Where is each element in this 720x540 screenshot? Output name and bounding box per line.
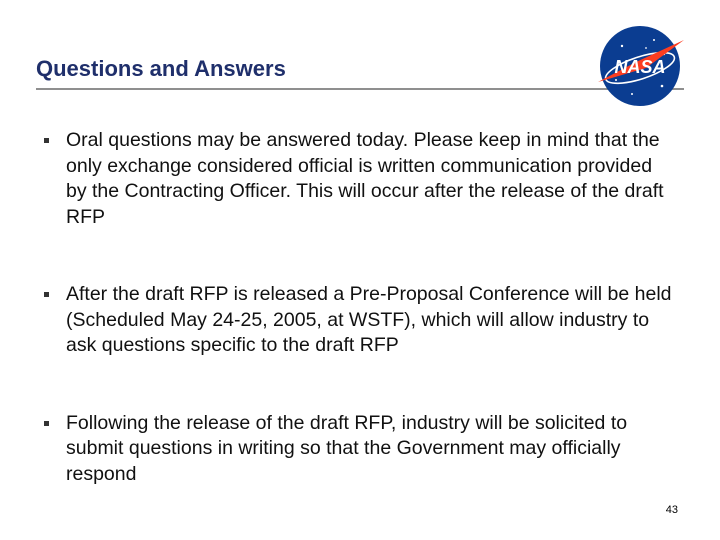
bullet-text: Following the release of the draft RFP, industry will be solicited to submit questions in writing so that the Government may officially respond	[66, 411, 628, 485]
logo-wordmark: NASA	[614, 57, 666, 77]
bullet-text: Oral questions may be answered today. Please keep in mind that the only exchange considered official is written communication provided by the Contracting Officer. This will occur after the release of the draft RFP	[66, 129, 664, 228]
page-number: 43	[665, 504, 678, 516]
square-bullet-icon	[44, 138, 49, 143]
nasa-logo	[592, 24, 688, 108]
slide-title: Questions and Answers	[36, 56, 286, 81]
square-bullet-icon	[44, 421, 49, 426]
square-bullet-icon	[44, 292, 49, 297]
bullet-list	[36, 128, 676, 539]
bullet-text: After the draft RFP is released a Pre-Proposal Conference will be held (Scheduled May 24-25, 2005, at WSTF), which will allow industry to ask questions specific to the draft RFP	[66, 283, 672, 356]
bullet-item	[36, 411, 676, 488]
title-divider	[36, 88, 684, 90]
bullet-item	[36, 128, 676, 230]
bullet-item	[36, 282, 676, 359]
